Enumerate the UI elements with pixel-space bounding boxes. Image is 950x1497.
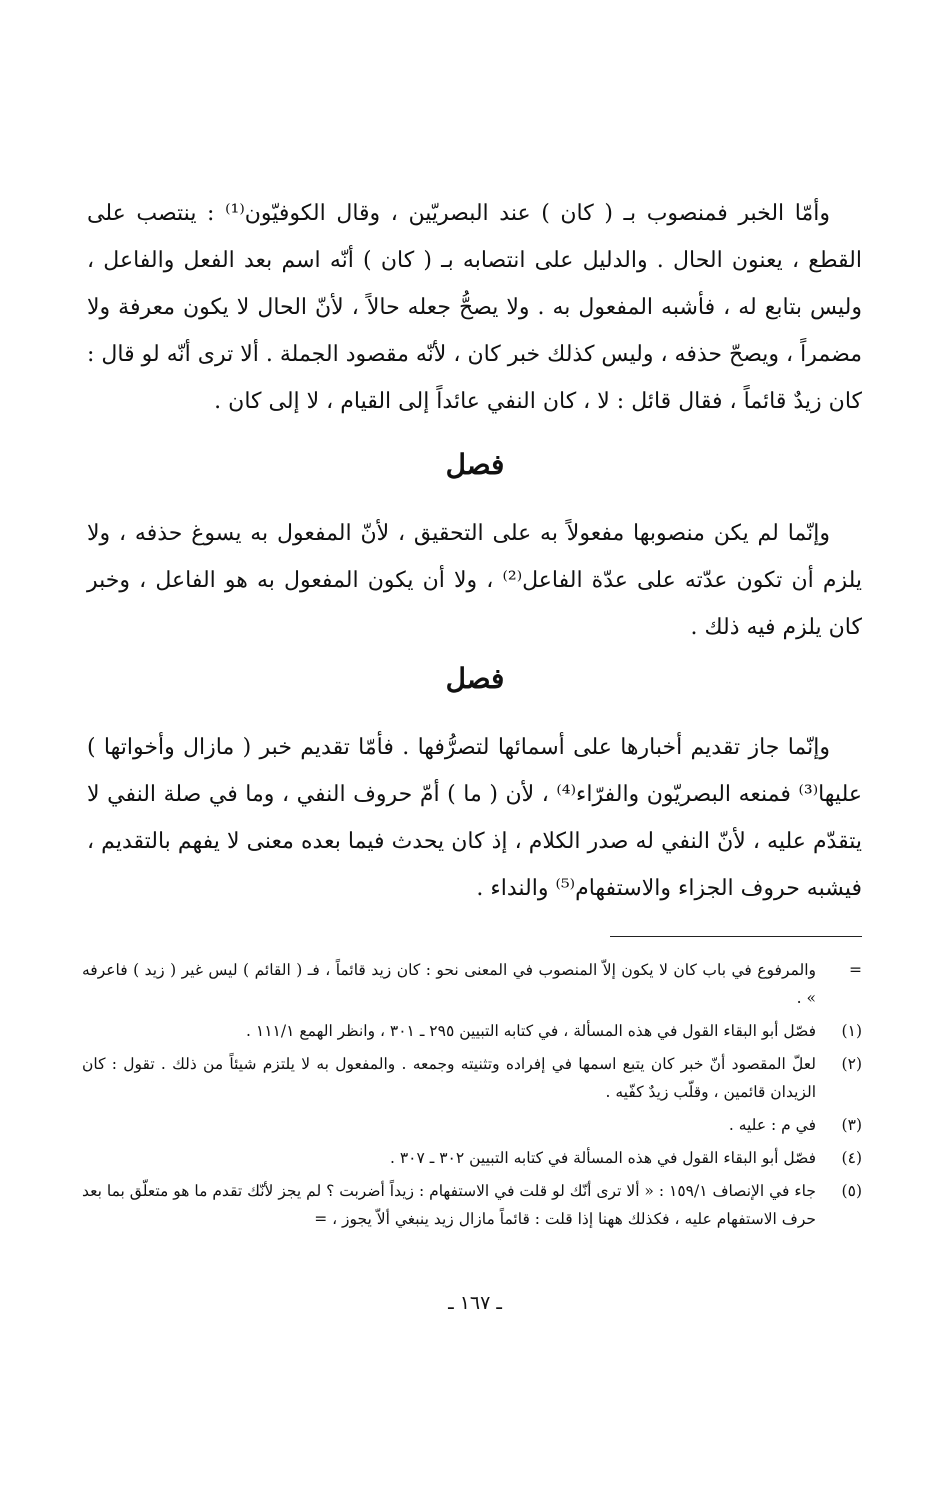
paragraph-3 xyxy=(87,724,862,912)
paragraph-1 xyxy=(87,190,862,425)
footnote-number: (١) xyxy=(841,1022,862,1040)
footnote-5 xyxy=(82,1177,862,1233)
footnote-1 xyxy=(82,1017,862,1045)
footnote-number: (٣) xyxy=(841,1116,862,1134)
footnote-text: فصّل أبو البقاء القول في هذه المسألة في كتابه التبيين ٣٠٢ ـ ٣٠٧ . xyxy=(389,1149,816,1167)
section-heading-2: فصل xyxy=(445,662,505,695)
footnote-text: في م : عليه . xyxy=(728,1116,816,1134)
footnote-text: لعلّ المقصود أنّ خبر كان يتبع اسمها في إفراده وتثنيته وجمعه . والمفعول به لا يلتزم شيئاً من ذلك . تقول : كان الزيدان قائمين ، وقلّب زيدٌ كفّيه . xyxy=(82,1055,816,1101)
footnote-text: جاء في الإنصاف ١٥٩/١ : « ألا ترى أنّك لو قلت في الاستفهام : زيداً أضربت ؟ لم يجز لأنّك تقدم ما هو متعلّق بما بعد حرف الاستفهام عليه ، فكذلك ههنا إذا قلت : قائماً مازال زيد ينبغي ألاّ يجوز ، = xyxy=(82,1182,816,1228)
footnote-text: فصّل أبو البقاء القول في هذه المسألة ، في كتابه التبيين ٢٩٥ ـ ٣٠١ ، وانظر الهمع ١١١/١ . xyxy=(246,1022,816,1040)
footnote-separator xyxy=(610,936,862,937)
footnote-number: (٢) xyxy=(841,1055,862,1073)
footnote-marker: = xyxy=(849,961,862,979)
page-number: ـ ١٦٧ ـ xyxy=(448,1292,502,1314)
paragraph-2 xyxy=(87,510,862,651)
footnote-number: (٤) xyxy=(841,1149,862,1167)
paragraph-1-text: وأمّا الخبر فمنصوب بـ ( كان ) عند البصريّين ، وقال الكوفيّون⁽¹⁾ : ينتصب على القطع ، يعنون الحال . والدليل على انتصابه بـ ( كان ) أنّه اسم بعد الفعل والفاعل ، وليس بتابع له ، فأشبه المفعول به . ولا يصحُّ جعله حالاً ، لأنّ الحال لا يكون معرفة ولا مضمراً ، ويصحّ حذفه ، وليس كذلك خبر كان ، لأنّه مقصود الجملة . ألا ترى أنّه لو قال : كان زيدٌ قائماً ، فقال قائل : لا ، كان النفي عائداً إلى القيام ، لا إلى كان . xyxy=(87,201,862,414)
footnote-text: والمرفوع في باب كان لا يكون إلاّ المنصوب في المعنى نحو : كان زيد قائماً ، فـ ( القائم ) ليس غير ( زيد ) فاعرفه » . xyxy=(82,961,816,1007)
paragraph-2-text: وإنّما لم يكن منصوبها مفعولاً به على التحقيق ، لأنّ المفعول به يسوغ حذفه ، ولا يلزم أن تكون عدّته على عدّة الفاعل⁽²⁾ ، ولا أن يكون المفعول به هو الفاعل ، وخبر كان يلزم فيه ذلك . xyxy=(87,521,862,640)
section-heading-1: فصل xyxy=(445,448,505,481)
footnotes xyxy=(82,956,862,1238)
footnote-3 xyxy=(82,1111,862,1139)
footnote-continuation xyxy=(82,956,862,1012)
footnote-4 xyxy=(82,1144,862,1172)
footnote-2 xyxy=(82,1050,862,1106)
footnote-number: (٥) xyxy=(841,1182,862,1200)
paragraph-3-text: وإنّما جاز تقديم أخبارها على أسمائها لتصرُّفها . فأمّا تقديم خبر ( مازال وأخواتها ) عليها⁽³⁾ فمنعه البصريّون والفرّاء⁽⁴⁾ ، لأن ( ما ) أمّ حروف النفي ، وما في صلة النفي لا يتقدّم عليه ، لأنّ النفي له صدر الكلام ، إذ كان يحدث فيما بعده معنى لا يفهم بالتقديم ، فيشبه حروف الجزاء والاستفهام⁽⁵⁾ والنداء . xyxy=(87,735,862,901)
